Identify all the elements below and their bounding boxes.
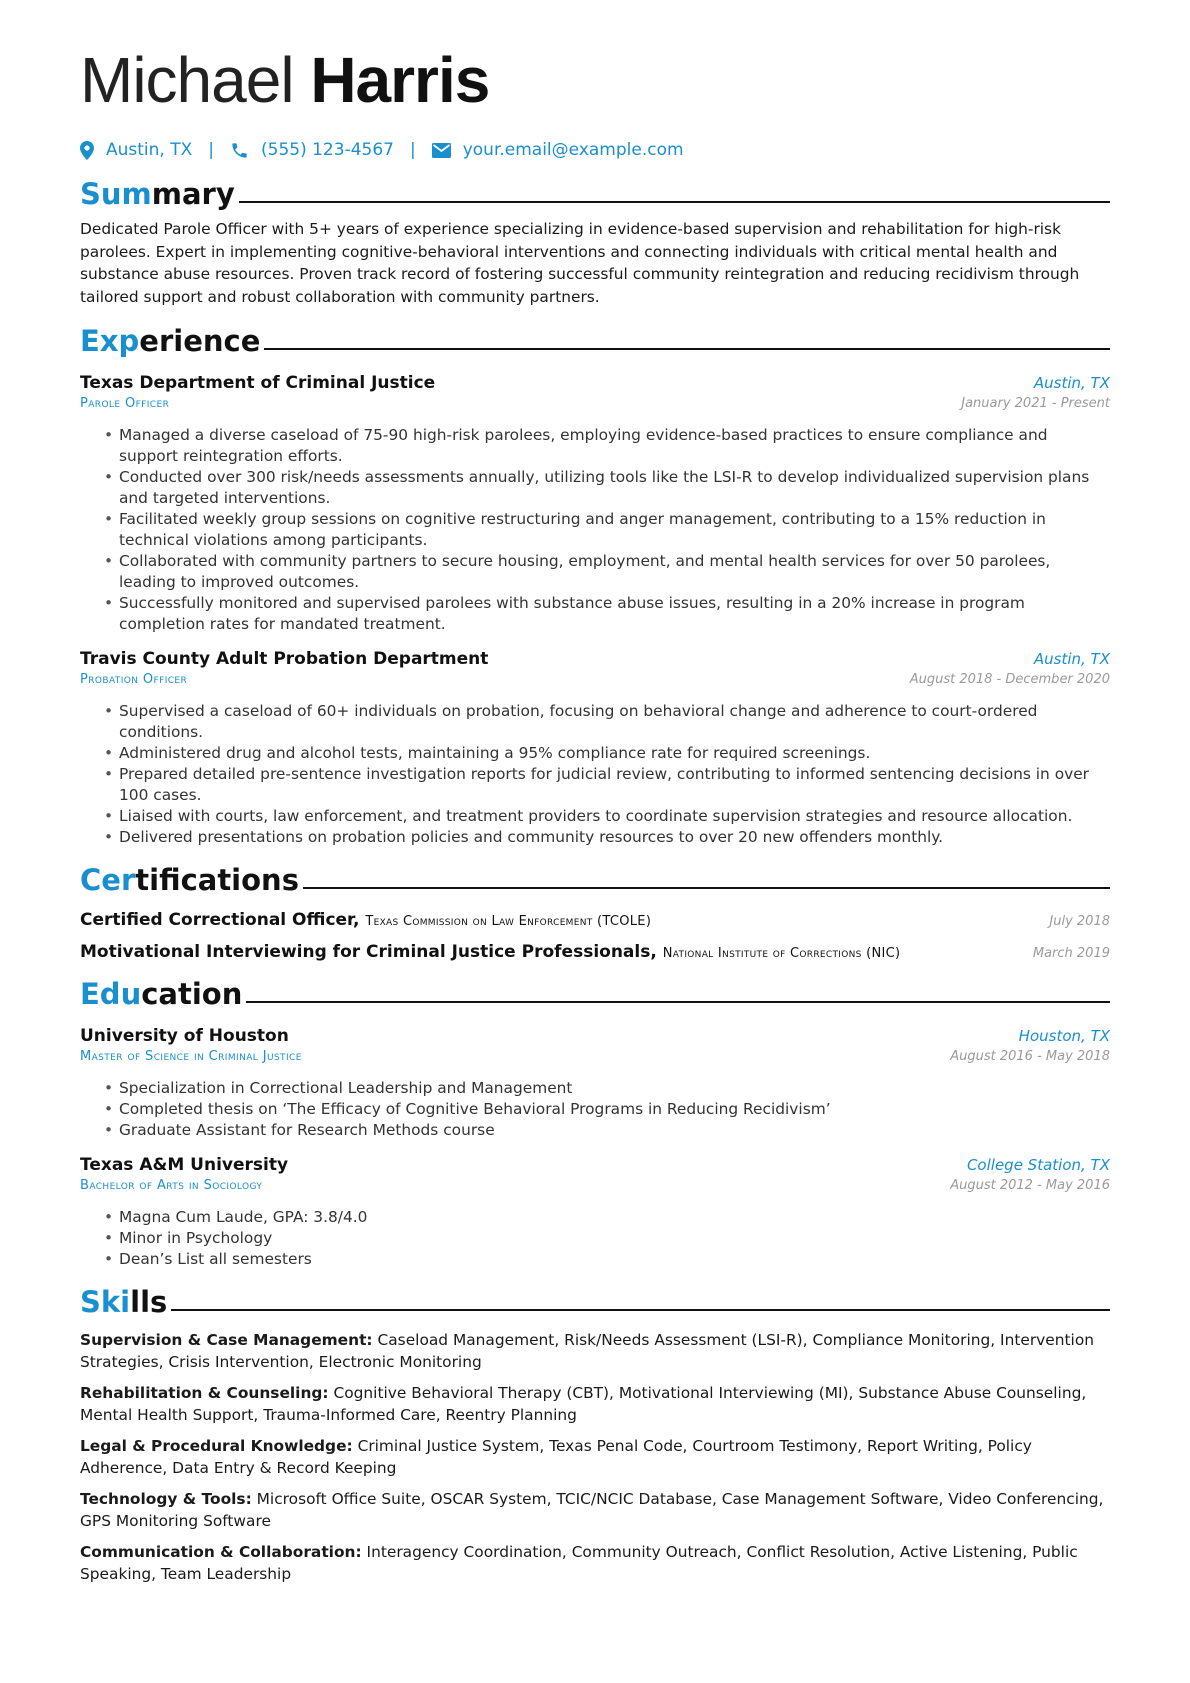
skill-category: Supervision & Case Management: [80, 1330, 373, 1349]
skills-heading [80, 1284, 1110, 1320]
list-item: • Liaised with courts, law enforcement, and treatment providers to coordinate supervision strategies and resource allocation. [119, 806, 1110, 827]
first-name: Michael [80, 44, 294, 116]
skill-group [80, 1541, 1110, 1585]
school-dates: August 2016 - May 2018 [950, 1048, 1110, 1064]
list-item: • Dean’s List all semesters [119, 1249, 1110, 1270]
section-title: Experience [80, 323, 261, 358]
section-rule [239, 201, 1110, 203]
phone-icon [230, 141, 249, 160]
contact-phone[interactable] [230, 140, 394, 160]
list-item: • Conducted over 300 risk/needs assessments annually, utilizing tools like the LSI-R to develop individualized supervision plans and targeted interventions. [119, 467, 1110, 509]
contact-separator: | [208, 140, 214, 160]
certification-date: March 2019 [1032, 945, 1110, 961]
skill-category: Communication & Collaboration: [80, 1542, 362, 1561]
education-heading [80, 976, 1110, 1012]
job-location: Austin, TX [1033, 649, 1110, 668]
list-item: • Managed a diverse caseload of 75-90 high-risk parolees, employing evidence-based practices to ensure compliance and support reintegration efforts. [119, 425, 1110, 467]
education-bullets [80, 1207, 1110, 1270]
contact-email[interactable] [432, 140, 684, 160]
section-title: Summary [80, 177, 235, 211]
list-item: • Minor in Psychology [119, 1228, 1110, 1249]
summary-text: Dedicated Parole Officer with 5+ years of experience specializing in evidence-based supervision and rehabilitation for high-risk parolees. Expert in implementing cognitive-behavioral interventions and connecting individuals with critical mental health and substance abuse resources. Proven track record of fostering successful community reintegration and reducing recidivism through tailored support and robust collaboration with community partners. [80, 220, 1080, 307]
list-item: • Successfully monitored and supervised parolees with substance abuse issues, resulting in a 20% increase in program completion rates for mandated treatment. [119, 593, 1110, 635]
location-text: Austin, TX [106, 140, 193, 160]
section-title: Education [80, 976, 243, 1011]
list-item: • Specialization in Correctional Leadership and Management [119, 1078, 1110, 1099]
experience-entry [80, 649, 1110, 848]
job-title: Parole Officer [80, 395, 170, 411]
experience-heading [80, 323, 1110, 359]
list-item: • Prepared detailed pre-sentence investigation reports for judicial review, contributing to informed sentencing decisions in over 100 cases. [119, 764, 1110, 806]
list-item: • Facilitated weekly group sessions on cognitive restructuring and anger management, contributing to a 15% reduction in technical violations among participants. [119, 509, 1110, 551]
contact-bar [80, 138, 1110, 162]
skill-group [80, 1329, 1110, 1373]
skill-items: Microsoft Office Suite, OSCAR System, TCIC/NCIC Database, Case Management Software, Video Conferencing, GPS Monitoring Software [80, 1489, 1104, 1530]
experience-entry [80, 373, 1110, 635]
section-rule [303, 887, 1110, 889]
summary-heading [80, 176, 1110, 212]
certification-issuer: Texas Commission on Law Enforcement (TCOLE) [365, 913, 652, 929]
certification-name: Motivational Interviewing for Criminal Justice Professionals [80, 941, 651, 962]
skill-category: Legal & Procedural Knowledge: [80, 1436, 353, 1455]
skill-group [80, 1435, 1110, 1479]
employer-name: Texas Department of Criminal Justice [80, 372, 436, 393]
skill-group [80, 1382, 1110, 1426]
employer-name: Travis County Adult Probation Department [80, 648, 489, 669]
skill-items: Interagency Coordination, Community Outreach, Conflict Resolution, Active Listening, Public Speaking, Team Leadership [80, 1542, 1078, 1583]
contact-location [80, 140, 192, 160]
school-dates: August 2012 - May 2016 [950, 1177, 1110, 1193]
skill-category: Technology & Tools: [80, 1489, 252, 1508]
envelope-icon [432, 143, 451, 158]
skill-category: Rehabilitation & Counseling: [80, 1383, 329, 1402]
skill-items: Caseload Management, Risk/Needs Assessment (LSI-R), Compliance Monitoring, Intervention Strategies, Crisis Intervention, Electronic Monitoring [80, 1330, 1094, 1371]
section-rule [264, 348, 1110, 350]
education-entry [80, 1026, 1110, 1141]
school-location: Houston, TX [1018, 1026, 1110, 1045]
list-item: • Delivered presentations on probation policies and community resources to over 20 new offenders monthly. [119, 827, 1110, 848]
certification-item: Certified Correctional Officer, Texas Commission on Law Enforcement (TCOLE) July 2018 [80, 909, 1110, 930]
email-text: your.email@example.com [462, 140, 684, 160]
section-rule [171, 1309, 1110, 1311]
list-item: • Graduate Assistant for Research Methods course [119, 1120, 1110, 1141]
school-location: College Station, TX [966, 1155, 1110, 1174]
job-dates: January 2021 - Present [961, 395, 1110, 411]
list-item: • Collaborated with community partners to secure housing, employment, and mental health services for over 50 parolees, leading to improved outcomes. [119, 551, 1110, 593]
certification-date: July 2018 [1049, 913, 1110, 929]
job-bullets [80, 701, 1110, 848]
list-item: • Completed thesis on ‘The Efficacy of Cognitive Behavioral Programs in Reducing Recidivism’ [119, 1099, 1110, 1120]
candidate-name [80, 36, 1110, 124]
contact-separator: | [409, 140, 416, 160]
skill-group [80, 1488, 1110, 1532]
job-location: Austin, TX [1033, 373, 1110, 392]
certification-issuer: National Institute of Corrections (NIC) [662, 945, 901, 961]
skill-items: Criminal Justice System, Texas Penal Code, Courtroom Testimony, Report Writing, Policy Adherence, Data Entry & Record Keeping [80, 1436, 1032, 1477]
map-marker-icon [80, 141, 94, 160]
school-name: University of Houston [80, 1025, 289, 1046]
phone-text: (555) 123-4567 [261, 140, 394, 160]
degree-title: Master of Science in Criminal Justice [80, 1048, 302, 1064]
job-bullets [80, 425, 1110, 635]
certification-name: Certified Correctional Officer [80, 909, 353, 930]
education-bullets [80, 1078, 1110, 1141]
list-item: • Supervised a caseload of 60+ individuals on probation, focusing on behavioral change and adherence to court-ordered conditions. [119, 701, 1110, 743]
section-title: Skills [80, 1284, 168, 1319]
certification-item: Motivational Interviewing for Criminal Justice Professionals, National Institute of Corrections (NIC) March 2019 [80, 941, 1110, 962]
list-item: • Magna Cum Laude, GPA: 3.8/4.0 [119, 1207, 1110, 1228]
job-dates: August 2018 - December 2020 [909, 671, 1110, 687]
section-rule [246, 1001, 1110, 1003]
job-title: Probation Officer [80, 671, 188, 687]
certifications-heading [80, 862, 1110, 898]
education-entry [80, 1155, 1110, 1270]
last-name: Harris [310, 44, 490, 116]
skill-items: Cognitive Behavioral Therapy (CBT), Motivational Interviewing (MI), Substance Abuse Counseling, Mental Health Support, Trauma-Informed Care, Reentry Planning [80, 1383, 1087, 1424]
degree-title: Bachelor of Arts in Sociology [80, 1177, 263, 1193]
section-title: Certifications [80, 862, 299, 897]
school-name: Texas A&M University [80, 1154, 289, 1175]
list-item: • Administered drug and alcohol tests, maintaining a 95% compliance rate for required screenings. [119, 743, 1110, 764]
